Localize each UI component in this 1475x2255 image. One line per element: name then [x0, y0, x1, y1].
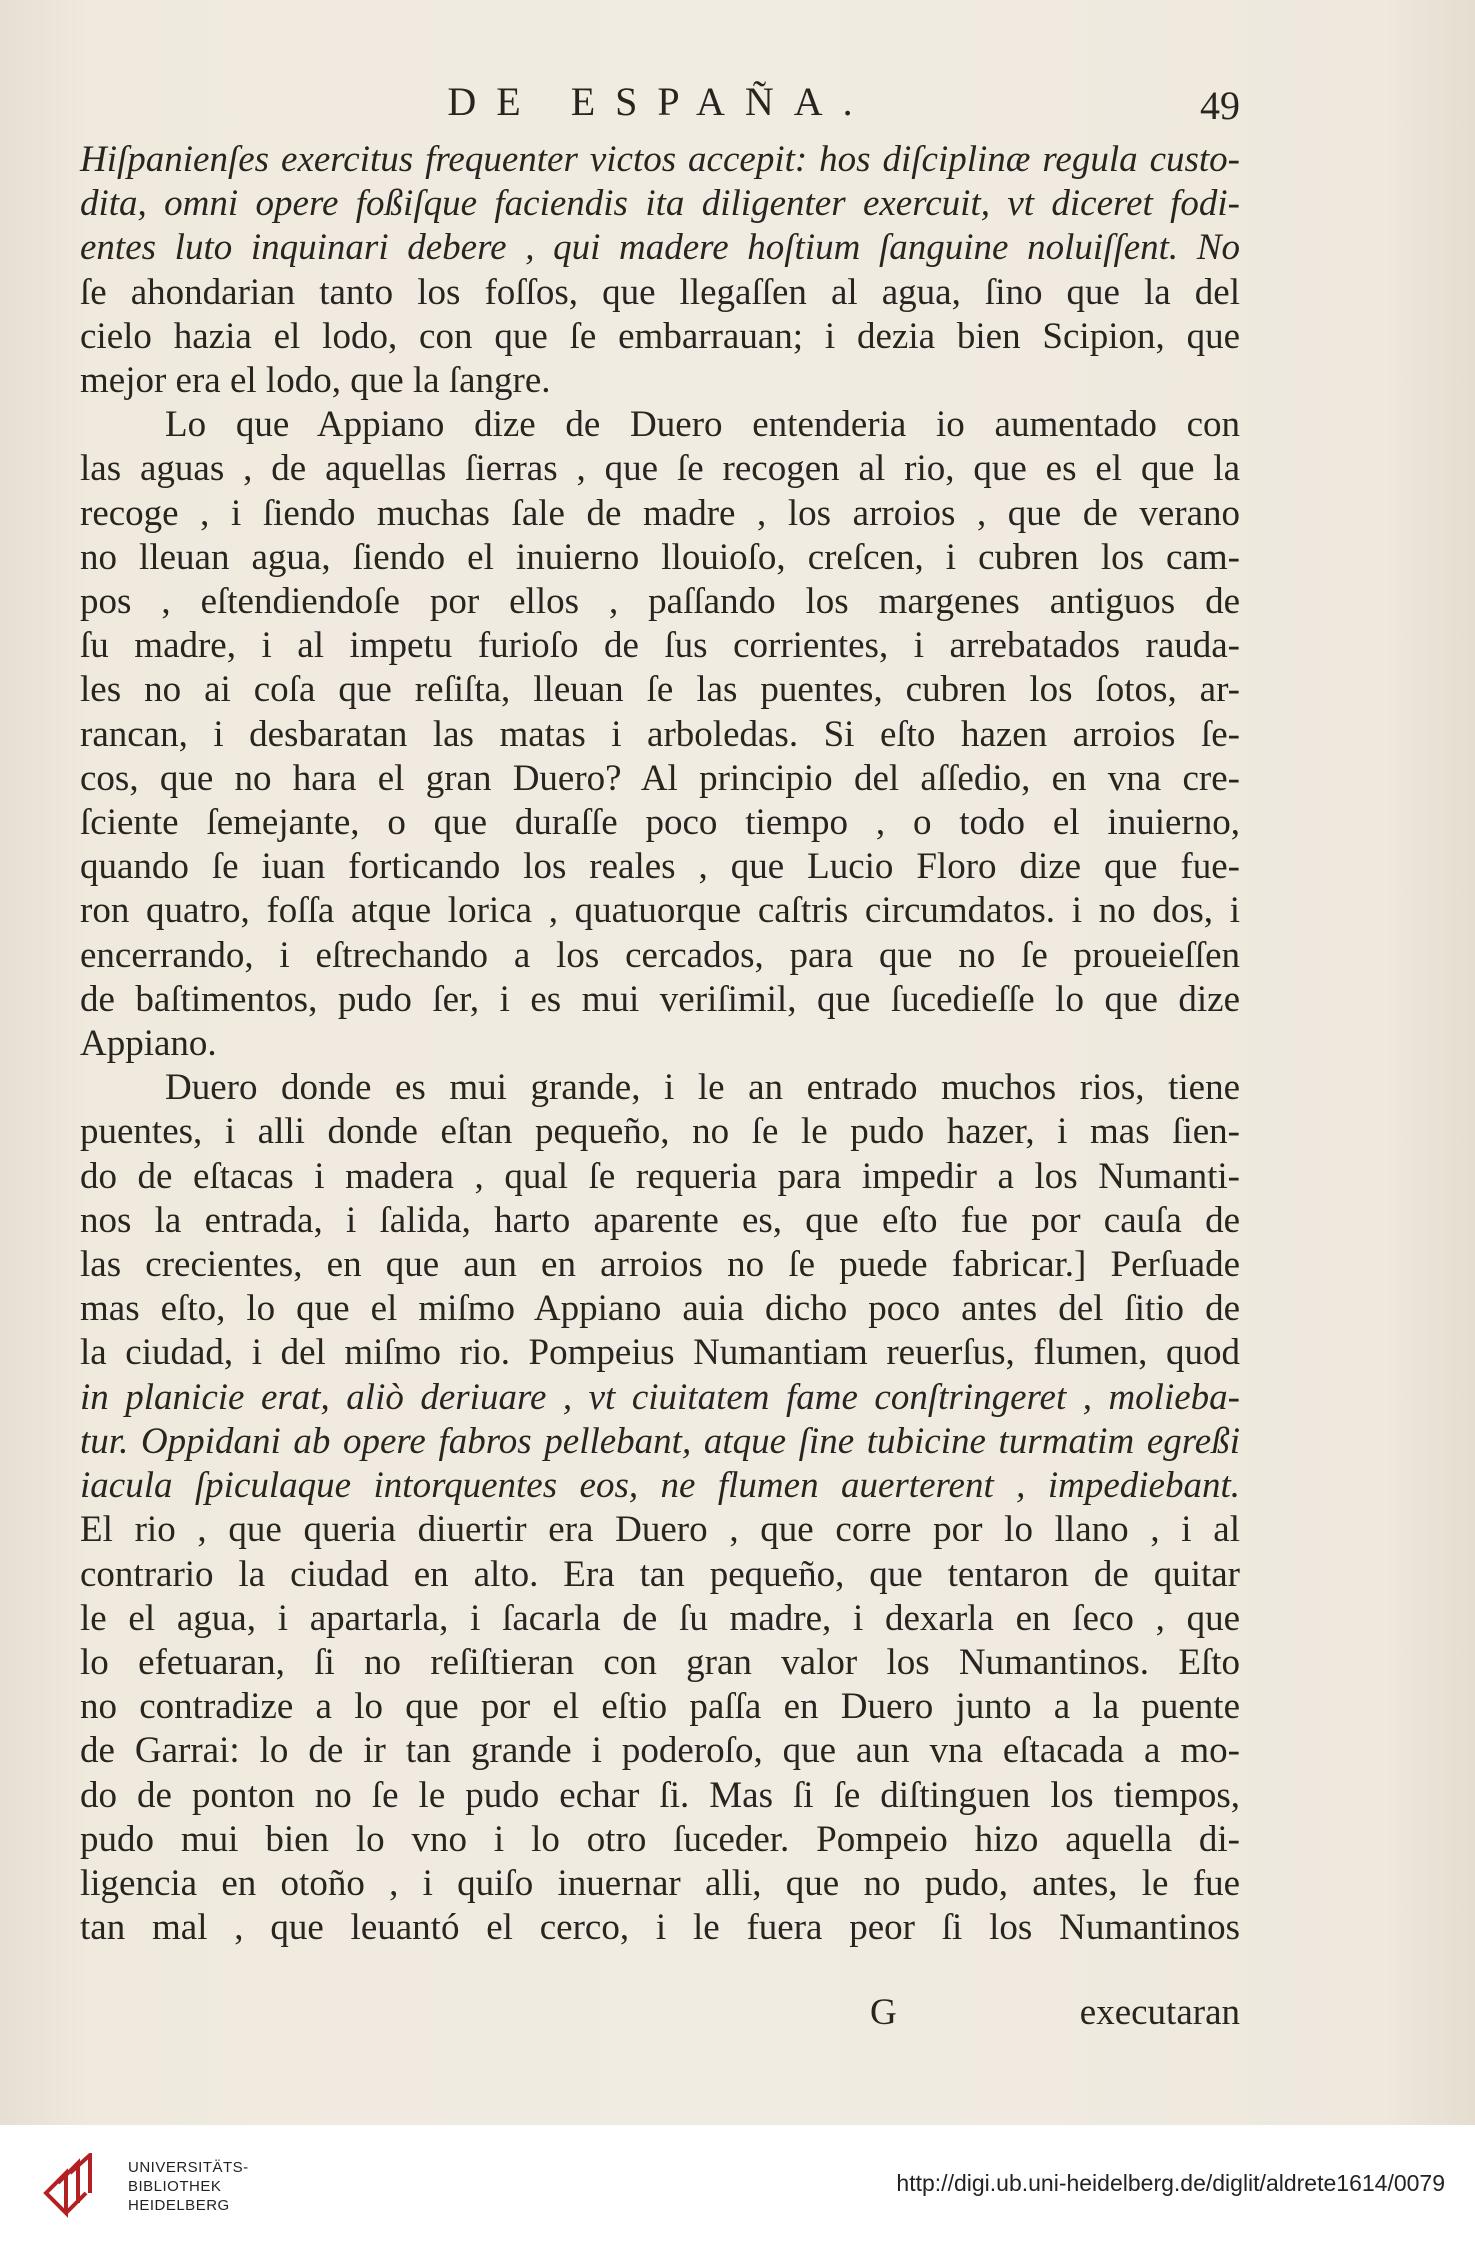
text-line: ligencia en otoño , i quiſo inuernar alli, que no pudo, antes, le fue — [80, 1862, 1240, 1904]
source-url-link[interactable]: http://digi.ub.uni-heidelberg.de/diglit/aldrete1614/0079 — [896, 2170, 1445, 2196]
library-name-line: HEIDELBERG — [128, 2197, 230, 2214]
text-line: de Garrai: lo de ir tan grande i poderoſo, que aun vna eſtacada a mo- — [80, 1730, 1240, 1772]
body-text — [80, 138, 1240, 1950]
text-line: ſe ahondarian tanto los foſſos, que llegaſſen al agua, ſino que la del — [80, 271, 1240, 313]
text-line: do de ponton no ſe le pudo echar ſi. Mas ſi ſe diſtinguen los tiempos, — [80, 1774, 1240, 1816]
text-line: lo efetuaran, ſi no reſiſtieran con gran valor los Numantinos. Eſto — [80, 1641, 1240, 1683]
text-line: contrario la ciudad en alto. Era tan pequeño, que tentaron de quitar — [80, 1553, 1240, 1595]
text-line: pos , eſtendiendoſe por ellos , paſſando los margenes antiguos de — [80, 581, 1240, 623]
text-line: encerrando, i eſtrechando a los cercados, para que no ſe proueieſſen — [80, 934, 1240, 976]
footer-bar — [0, 2125, 1475, 2255]
text-line: ſciente ſemejante, o que duraſſe poco tiempo , o todo el inuierno, — [80, 802, 1240, 844]
text-line: dita, omni opere foßiſque faciendis ita diligenter exercuit, vt diceret fodi- — [80, 183, 1240, 225]
text-line: puentes, i alli donde eſtan pequeño, no ſe le pudo hazer, i mas ſien- — [80, 1111, 1240, 1153]
text-line: recoge , i ſiendo muchas ſale de madre , los arroios , que de verano — [80, 492, 1240, 534]
text-line: Hiſpanienſes exercitus frequenter victos accepit: hos diſciplinæ regula custo- — [80, 139, 1240, 180]
text-line: El rio , que queria diuertir era Duero , que corre por lo llano , i al — [80, 1509, 1240, 1551]
text-line: pudo mui bien lo vno i lo otro ſuceder. Pompeio hizo aquella di- — [80, 1818, 1240, 1860]
page-number: 49 — [1200, 83, 1240, 128]
signature-mark: G — [870, 1992, 897, 2033]
text-line: mas eſto, lo que el miſmo Appiano auia dicho poco antes del ſitio de — [80, 1288, 1240, 1330]
text-line: no lleuan agua, ſiendo el inuierno llouioſo, creſcen, i cubren los cam- — [80, 536, 1240, 578]
library-logo-icon — [36, 2153, 112, 2229]
library-name-line: UNIVERSITÄTS- — [128, 2159, 249, 2176]
text-line: Duero donde es mui grande, i le an entrado muchos rios, tiene — [165, 1067, 1240, 1109]
text-line: de baſtimentos, pudo ſer, i es mui veriſimil, que ſucedieſſe lo que dize — [80, 978, 1240, 1020]
text-line: iacula ſpiculaque intorquentes eos, ne flumen auerterent , impediebant. — [80, 1465, 1240, 1507]
library-name-line: BIBLIOTHEK — [128, 2178, 222, 2195]
text-line: Lo que Appiano dize de Duero entenderia io aumentado con — [165, 404, 1240, 446]
text-line: la ciudad, i del miſmo rio. Pompeius Numantiam reuerſus, flumen, quod — [80, 1332, 1240, 1374]
text-line: in planicie erat, aliò deriuare , vt ciuitatem fame conſtringeret , molieba- — [80, 1376, 1240, 1418]
page-header — [80, 78, 1240, 138]
text-line: cos, que no hara el gran Duero? Al principio del aſſedio, en vna cre- — [80, 757, 1240, 799]
running-title: DE ESPAÑA. — [447, 79, 873, 124]
text-line: cielo hazia el lodo, con que ſe embarrauan; i dezia bien Scipion, que — [80, 315, 1240, 357]
text-line: las crecientes, en que aun en arroios no ſe puede fabricar.] Perſuade — [80, 1244, 1240, 1286]
text-line: las aguas , de aquellas ſierras , que ſe recogen al rio, que es el que la — [80, 448, 1240, 490]
text-line: tur. Oppidani ab opere fabros pellebant, atque ſine tubicine turmatim egreßi — [80, 1420, 1240, 1462]
text-line: rancan, i desbaratan las matas i arboledas. Si eſto hazen arroios ſe- — [80, 713, 1240, 755]
text-line: ſu madre, i al impetu furioſo de ſus corrientes, i arrebatados rauda- — [80, 625, 1240, 667]
text-line: entes luto inquinari debere , qui madere hoſtium ſanguine noluiſſent. No — [80, 227, 1240, 269]
text-line: ron quatro, foſſa atque lorica , quatuorque caſtris circumdatos. i no dos, i — [80, 890, 1240, 932]
text-line: do de eſtacas i madera , qual ſe requeria para impedir a los Numanti- — [80, 1155, 1240, 1197]
catchword: executaran — [1079, 1992, 1240, 2033]
text-line: Appiano. — [80, 1023, 217, 1065]
text-line: les no ai coſa que reſiſta, lleuan ſe las puentes, cubren los ſotos, ar- — [80, 669, 1240, 711]
text-line: nos la entrada, i ſalida, harto aparente es, que eſto fue por cauſa de — [80, 1199, 1240, 1241]
text-line: le el agua, i apartarla, i ſacarla de ſu madre, i dexarla en ſeco , que — [80, 1597, 1240, 1639]
text-line: tan mal , que leuantó el cerco, i le fuera peor ſi los Numantinos — [80, 1907, 1240, 1949]
catch-line — [80, 1991, 1240, 2035]
text-line: quando ſe iuan forticando los reales , que Lucio Floro dize que fue- — [80, 846, 1240, 888]
text-line: mejor era el lodo, que la ſangre. — [80, 360, 551, 402]
text-line: no contradize a lo que por el eſtio paſſa en Duero junto a la puente — [80, 1686, 1240, 1728]
library-name — [128, 2158, 249, 2215]
